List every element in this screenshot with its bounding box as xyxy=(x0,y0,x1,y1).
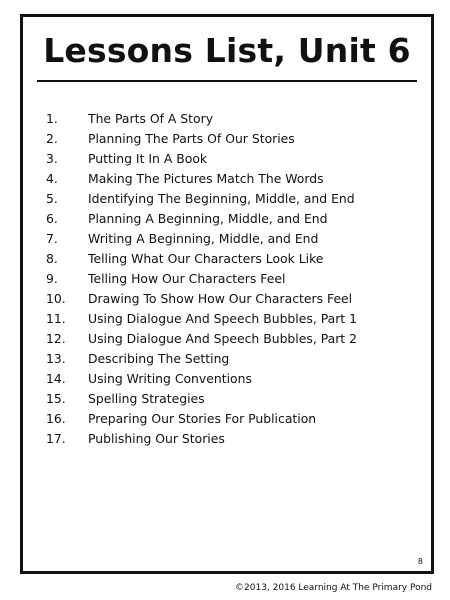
lesson-list xyxy=(46,109,357,449)
lesson-item xyxy=(46,149,357,169)
lesson-number: 17. xyxy=(46,431,66,446)
lesson-item xyxy=(46,249,357,269)
page-title: Lessons List, Unit 6 xyxy=(43,31,411,70)
lesson-item xyxy=(46,289,357,309)
lesson-number: 7. xyxy=(46,231,58,246)
lesson-item xyxy=(46,309,357,329)
lesson-number: 1. xyxy=(46,111,58,126)
lesson-title: Telling What Our Characters Look Like xyxy=(88,251,324,266)
lesson-number: 8. xyxy=(46,251,58,266)
lesson-item xyxy=(46,229,357,249)
lesson-title: Identifying The Beginning, Middle, and End xyxy=(88,191,355,206)
lesson-title: Writing A Beginning, Middle, and End xyxy=(88,231,319,246)
copyright-notice: ©2013, 2016 Learning At The Primary Pond xyxy=(235,583,432,593)
lesson-number: 4. xyxy=(46,171,58,186)
lesson-item xyxy=(46,409,357,429)
lesson-item xyxy=(46,269,357,289)
lesson-title: Using Dialogue And Speech Bubbles, Part 1 xyxy=(88,311,357,326)
lesson-item xyxy=(46,369,357,389)
lesson-title: The Parts Of A Story xyxy=(88,111,214,126)
lesson-number: 16. xyxy=(46,411,66,426)
lesson-title: Preparing Our Stories For Publication xyxy=(88,411,317,426)
page-number: 8 xyxy=(417,557,423,566)
lesson-number: 9. xyxy=(46,271,58,286)
lesson-number: 14. xyxy=(46,371,66,386)
lesson-item xyxy=(46,189,357,209)
lesson-item xyxy=(46,129,357,149)
lesson-title: Describing The Setting xyxy=(88,351,230,366)
lesson-title: Planning The Parts Of Our Stories xyxy=(88,131,295,146)
lesson-item xyxy=(46,329,357,349)
lesson-title: Putting It In A Book xyxy=(88,151,208,166)
lesson-item xyxy=(46,429,357,449)
lesson-number: 15. xyxy=(46,391,66,406)
title-divider xyxy=(37,80,417,82)
lesson-number: 12. xyxy=(46,331,66,346)
lesson-number: 3. xyxy=(46,151,58,166)
lesson-item xyxy=(46,169,357,189)
lesson-number: 11. xyxy=(46,311,66,326)
lesson-title: Drawing To Show How Our Characters Feel xyxy=(88,291,353,306)
lesson-title: Spelling Strategies xyxy=(88,391,205,406)
lesson-title: Making The Pictures Match The Words xyxy=(88,171,324,186)
lesson-title: Using Dialogue And Speech Bubbles, Part 2 xyxy=(88,331,357,346)
lesson-number: 10. xyxy=(46,291,66,306)
lesson-title: Telling How Our Characters Feel xyxy=(88,271,286,286)
lesson-title: Publishing Our Stories xyxy=(88,431,225,446)
lesson-number: 2. xyxy=(46,131,58,146)
page-frame xyxy=(20,14,434,574)
lesson-item xyxy=(46,349,357,369)
lesson-item xyxy=(46,109,357,129)
lesson-item xyxy=(46,209,357,229)
lesson-number: 5. xyxy=(46,191,58,206)
lesson-item xyxy=(46,389,357,409)
lesson-number: 13. xyxy=(46,351,66,366)
lesson-title: Using Writing Conventions xyxy=(88,371,252,386)
lesson-number: 6. xyxy=(46,211,58,226)
lesson-title: Planning A Beginning, Middle, and End xyxy=(88,211,328,226)
